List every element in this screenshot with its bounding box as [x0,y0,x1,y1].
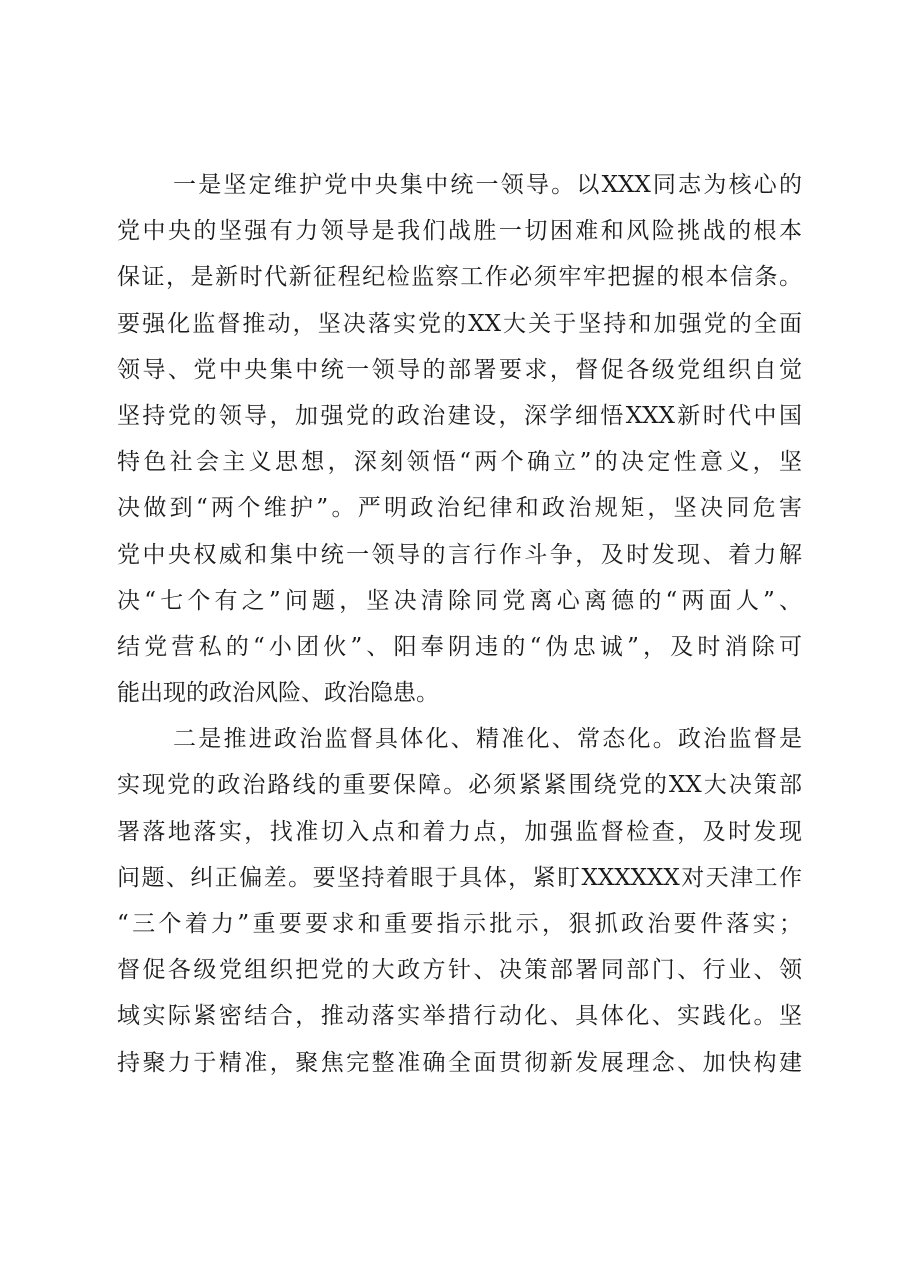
paragraph-line: 坚持党的领导，加强党的政治建设，深学细悟XXX新时代中国 [117,402,802,429]
paragraph-line: 二是推进政治监督具体化、精准化、常态化。政治监督是 [173,726,802,753]
paragraph-line: 结党营私的“小团伙”、阳奉阴违的“伪忠诚”，及时消除可 [117,633,802,660]
paragraph-line: 党中央权威和集中统一领导的言行作斗争，及时发现、着力解 [117,541,802,568]
paragraph-line: 党中央的坚强有力领导是我们战胜一切困难和风险挑战的根本 [117,218,802,245]
paragraph-line: 特色社会主义思想，深刻领悟“两个确立”的决定性意义，坚 [117,449,802,476]
paragraph-line: 问题、纠正偏差。要坚持着眼于具体，紧盯XXXXXX对天津工作 [117,864,802,891]
paragraph-line: 署落地落实，找准切入点和着力点，加强监督检查，及时发现 [117,818,802,845]
paragraph-line: 决“七个有之”问题，坚决清除同党离心离德的“两面人”、 [117,587,802,614]
document-body [117,162,802,1086]
paragraph-line: 要强化监督推动，坚决落实党的XX大关于坚持和加强党的全面 [117,310,802,337]
paragraph-line: “三个着力”重要要求和重要指示批示，狠抓政治要件落实； [117,911,802,937]
paragraph-line: 域实际紧密结合，推动落实举措行动化、具体化、实践化。坚 [117,1003,802,1030]
paragraph-line: 实现党的政治路线的重要保障。必须紧紧围绕党的XX大决策部 [117,772,802,799]
paragraph-1 [117,162,802,716]
paragraph-line: 一是坚定维护党中央集中统一领导。以XXX同志为核心的 [173,172,802,198]
paragraph-2 [117,716,802,1086]
paragraph-line: 保证，是新时代新征程纪检监察工作必须牢牢把握的根本信条。 [117,264,802,291]
paragraph-line: 督促各级党组织把党的大政方针、决策部署同部门、行业、领 [117,957,802,984]
paragraph-line: 领导、党中央集中统一领导的部署要求，督促各级党组织自觉 [117,356,802,383]
paragraph-line: 决做到“两个维护”。严明政治纪律和政治规矩，坚决同危害 [117,495,802,522]
paragraph-line: 能出现的政治风险、政治隐患。 [117,680,439,707]
paragraph-line: 持聚力于精准，聚焦完整准确全面贯彻新发展理念、加快构建 [117,1049,802,1076]
